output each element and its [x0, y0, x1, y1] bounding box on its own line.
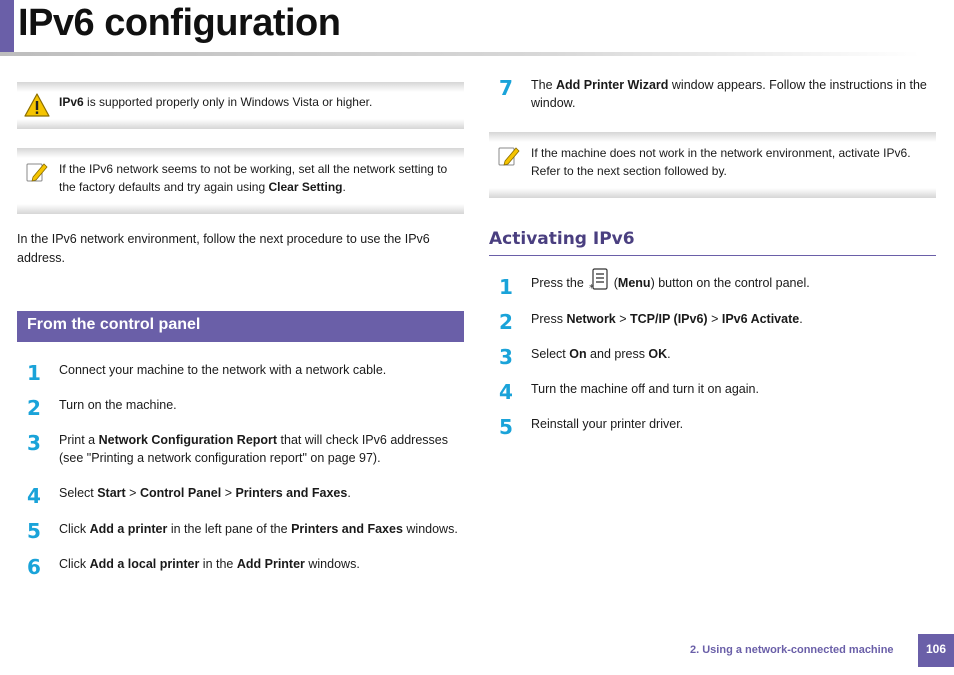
- step-number: 3: [499, 345, 513, 369]
- tip-note-text: If the IPv6 network seems to not be working, set all the network setting to the factory defaults and try again using Clear Setting.: [59, 162, 448, 194]
- step-text: The Add Printer Wizard window appears. Follow the instructions in the window.: [531, 78, 927, 110]
- step-text: Click Add a printer in the left pane of the Printers and Faxes windows.: [59, 522, 458, 536]
- menu-icon: [589, 268, 609, 297]
- step-number: 2: [499, 310, 513, 334]
- step-text: Turn on the machine.: [59, 398, 177, 412]
- page-title: IPv6 configuration: [18, 2, 341, 44]
- step-text: Turn the machine off and turn it on again.: [531, 382, 759, 396]
- step-number: 1: [27, 361, 41, 385]
- tip-note-text: If the machine does not work in the network environment, activate IPv6. Refer to the next section followed by.: [531, 146, 911, 178]
- step-text: Press the * (Menu) button on the control panel.: [531, 274, 936, 293]
- page-number: 106: [918, 634, 954, 667]
- step-text: Reinstall your printer driver.: [531, 417, 684, 431]
- note-pencil-icon: [25, 160, 49, 189]
- title-divider: [0, 52, 920, 56]
- warning-note-text: IPv6 is supported properly only in Windows Vista or higher.: [59, 95, 373, 109]
- step-number: 2: [27, 396, 41, 420]
- svg-text:*: *: [589, 283, 595, 293]
- section-heading-activating: Activating IPv6: [489, 229, 635, 249]
- footer-chapter: 2. Using a network-connected machine: [690, 644, 894, 656]
- step-text: Connect your machine to the network with a network cable.: [59, 363, 387, 377]
- tip-note-activate: [489, 132, 936, 198]
- step-number: 4: [499, 380, 513, 404]
- step-number: 1: [499, 275, 513, 299]
- step-number: 4: [27, 484, 41, 508]
- section-header-control-panel: [17, 311, 464, 342]
- note-pencil-icon: [497, 144, 521, 173]
- tip-note: [17, 148, 464, 214]
- warning-note: [17, 82, 464, 129]
- step-number: 3: [27, 431, 41, 455]
- heading-rule: [489, 255, 936, 256]
- step-number: 5: [27, 519, 41, 543]
- step-text: Click Add a local printer in the Add Printer windows.: [59, 557, 360, 571]
- warning-icon: [24, 93, 50, 122]
- step-number: 7: [499, 76, 513, 100]
- intro-paragraph: In the IPv6 network environment, follow the next procedure to use the IPv6 address.: [17, 232, 430, 265]
- step-text: Select Start > Control Panel > Printers and Faxes.: [59, 486, 351, 500]
- section-title: From the control panel: [27, 316, 201, 333]
- step-text: Print a Network Configuration Report that will check IPv6 addresses (see "Printing a network configuration report" on page 97).: [59, 433, 448, 465]
- title-accent-bar: [0, 0, 14, 52]
- step-number: 6: [27, 555, 41, 579]
- step-number: 5: [499, 415, 513, 439]
- step-text: Press Network > TCP/IP (IPv6) > IPv6 Activate.: [531, 312, 803, 326]
- step-text: Select On and press OK.: [531, 347, 671, 361]
